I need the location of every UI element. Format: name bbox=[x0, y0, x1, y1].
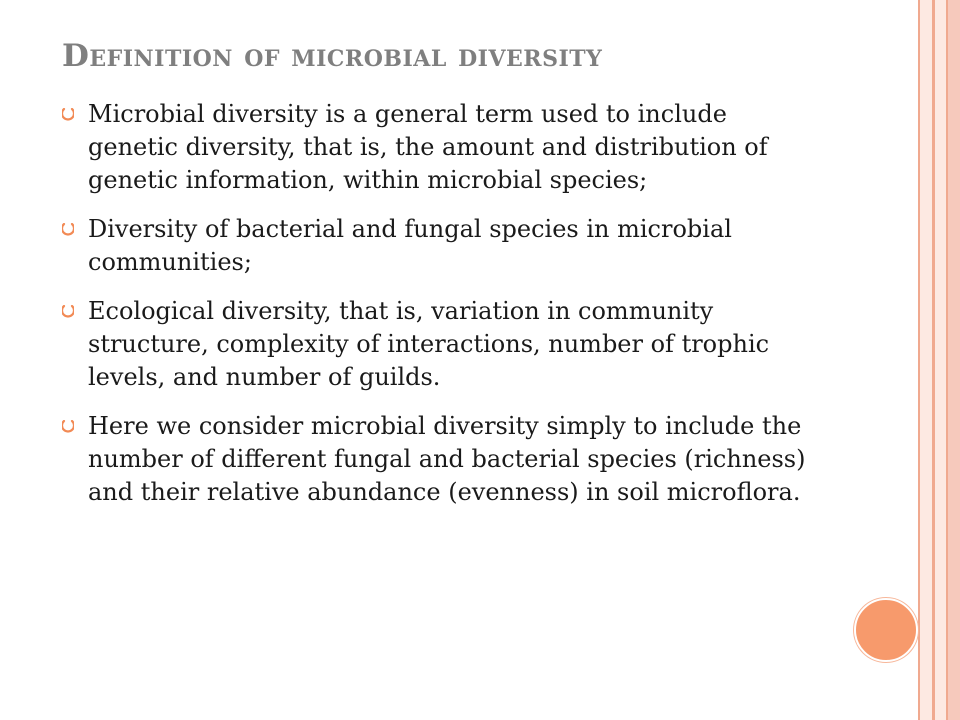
bullet-text: Microbial diversity is a general term used to include genetic diversity, that is, the amount and distribution of genetic information, within microbial species; bbox=[88, 100, 768, 194]
bullet-item bbox=[62, 98, 822, 197]
right-border-line bbox=[946, 0, 948, 720]
bullet-item bbox=[62, 213, 822, 279]
bullet-text: Ecological diversity, that is, variation in community structure, complexity of interactions, number of trophic levels, and number of guilds. bbox=[88, 297, 770, 391]
bullet-text: Diversity of bacterial and fungal species in microbial communities; bbox=[88, 215, 732, 276]
bullet-text: Here we consider microbial diversity simply to include the number of different fungal and bacterial species (richness) and their relative abundance (evenness) in soil microflora. bbox=[88, 412, 806, 506]
bullet-item bbox=[62, 410, 822, 509]
bullet-icon bbox=[62, 420, 74, 434]
slide-title: Definition of microbial diversity bbox=[62, 38, 603, 74]
bullet-icon bbox=[62, 305, 74, 319]
right-border-line bbox=[918, 0, 920, 720]
circle-decoration bbox=[854, 598, 918, 662]
right-border-stripe bbox=[935, 0, 946, 720]
right-border-line bbox=[932, 0, 935, 720]
right-border-stripe bbox=[920, 0, 932, 720]
bullet-list bbox=[62, 98, 822, 525]
bullet-icon bbox=[62, 108, 74, 122]
bullet-icon bbox=[62, 223, 74, 237]
bullet-item bbox=[62, 295, 822, 394]
